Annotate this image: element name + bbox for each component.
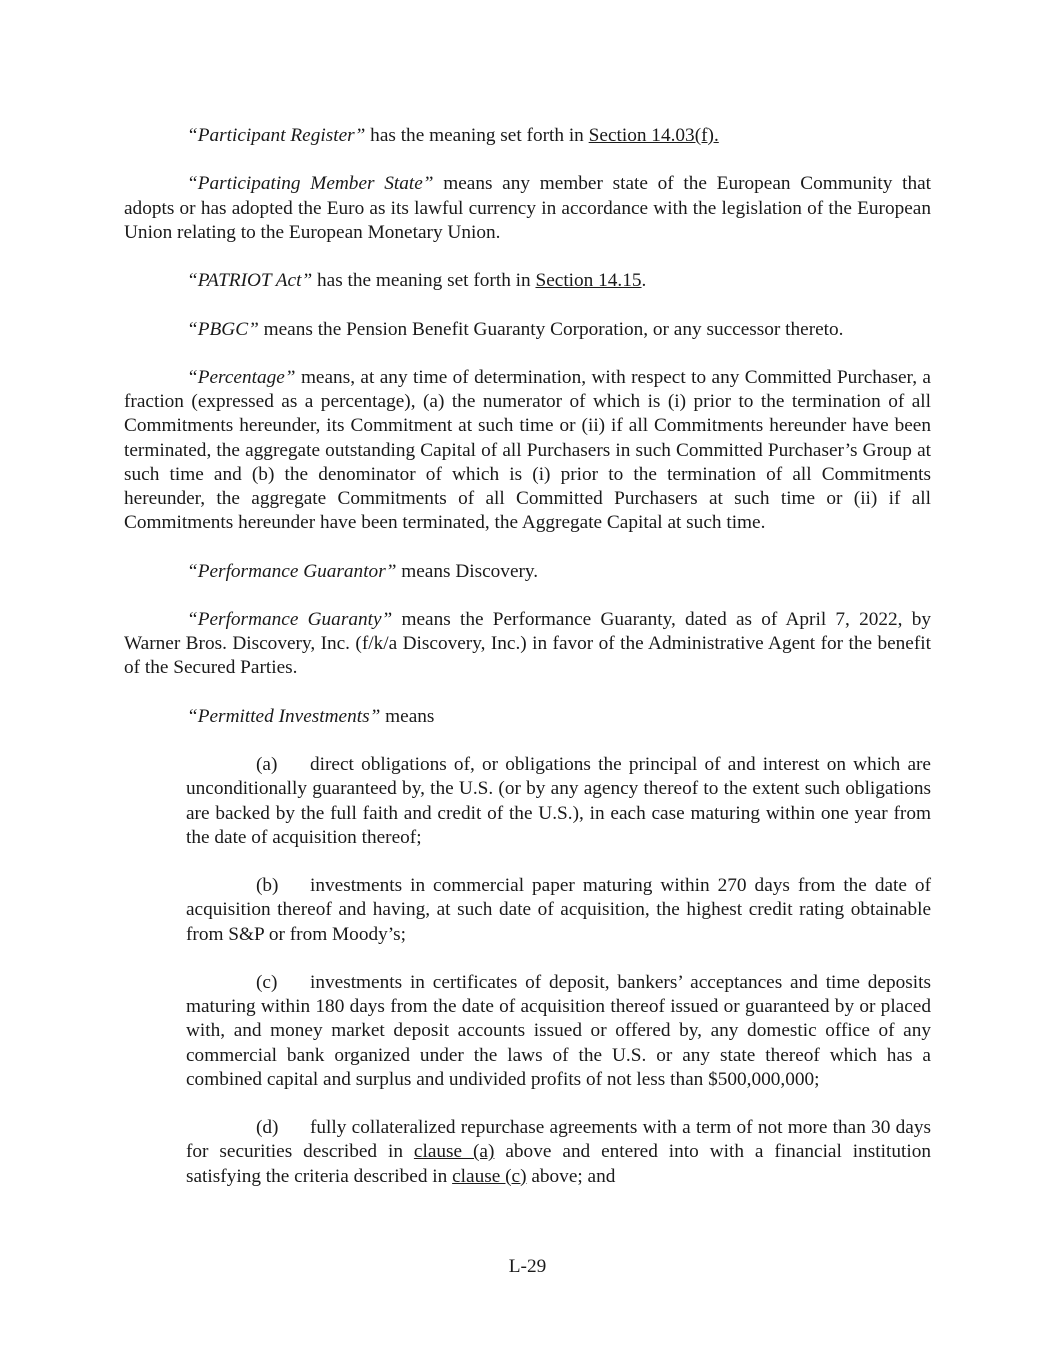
clause-text: investments in commercial paper maturing within 270 days from the date of acquisition thereof and having, at such date of acquisition, the highest credit rating obtainable from S&P or from Moody’s;	[186, 875, 931, 945]
definition-text: means Discovery.	[396, 560, 539, 582]
definition-performance-guarantor	[124, 560, 931, 584]
clause-text: fully collateralized repurchase agreements with a term of not more than 30 days for securities described in	[186, 1117, 931, 1163]
defined-term: “Percentage”	[187, 366, 296, 388]
clause-text: above; and	[526, 1165, 616, 1187]
clause-b	[186, 874, 931, 947]
definition-text: means the Pension Benefit Guaranty Corporation, or any successor thereto.	[258, 318, 844, 340]
clause-label: (c)	[256, 971, 278, 993]
definition-text: means the Performance Guaranty, dated as of April 7, 2022, by Warner Bros. Discovery, Inc. (f/k/a Discovery, Inc.) in favor of the Administrative Agent for the benefit of the Secured Parties.	[124, 608, 931, 679]
definition-percentage	[124, 366, 931, 535]
definition-performance-guaranty	[124, 608, 931, 681]
definition-text: means any member state of the European Community that adopts or has adopted the Euro as its lawful currency in accordance with the legislation of the European Union relating to the European Monetary Union.	[124, 173, 932, 243]
section-reference-link[interactable]: Section 14.03(f).	[588, 125, 719, 146]
clause-label: (b)	[256, 875, 279, 897]
definition-permitted-investments	[124, 705, 931, 729]
defined-term: “Performance Guaranty”	[187, 608, 393, 630]
defined-term: “Participant Register”	[187, 125, 366, 146]
definition-text: means, at any time of determination, with respect to any Committed Purchaser, a fraction (expressed as a percentage), (a) the numerator of which is (i) prior to the termination of all Commitments hereunder, its Commitment at such time or (ii) if all Commitments hereunder have been terminated, the aggregate outstanding Capital of all Purchasers in such Committed Purchaser’s Group at such time and (b) the denominator of which is (i) prior to the termination of all Commitments hereunder, the aggregate Commitments of all Committed Purchasers at such time or (ii) if all Commitments hereunder have been terminated, the Aggregate Capital at such time.	[124, 366, 931, 534]
definition-patriot-act	[124, 269, 931, 293]
clause-d	[186, 1116, 931, 1189]
document-page	[124, 124, 931, 1213]
definition-pbgc	[124, 318, 931, 342]
definition-text: .	[641, 270, 647, 292]
definition-text: has the meaning set forth in	[365, 125, 589, 146]
page-number: L-29	[508, 1256, 547, 1277]
defined-term: “PBGC”	[187, 318, 259, 340]
clause-c	[186, 971, 931, 1092]
clause-reference-link[interactable]: clause (a)	[413, 1141, 495, 1163]
clause-text: direct obligations of, or obligations the principal of and interest on which are unconditionally guaranteed by, the U.S. (or by any agency thereof to the extent such obligations are backed by the full faith and credit of the U.S.), in each case maturing within one year from the date of acquisition thereof;	[186, 754, 931, 848]
clause-text: investments in certificates of deposit, bankers’ acceptances and time deposits maturing within 180 days from the date of acquisition thereof issued or guaranteed by or placed with, and money market deposit accounts issued or offered by, any domestic office of any commercial bank organized under the laws of the U.S. or any state thereof which has a combined capital and surplus and undivided profits of not less than $500,000,000;	[186, 971, 931, 1090]
clause-reference-link[interactable]: clause (c)	[452, 1165, 527, 1187]
definition-participating-member-state	[124, 172, 931, 245]
defined-term: “Permitted Investments”	[187, 705, 381, 727]
clause-label: (a)	[256, 754, 278, 776]
clause-a	[186, 753, 931, 850]
section-reference-link[interactable]: Section 14.15	[535, 270, 642, 292]
defined-term: “PATRIOT Act”	[187, 270, 313, 292]
defined-term: “Participating Member State”	[187, 173, 434, 195]
definition-text: means	[380, 705, 435, 727]
clause-label: (d)	[256, 1117, 279, 1139]
definition-text: has the meaning set forth in	[312, 270, 536, 292]
definition-participant-register	[124, 124, 931, 148]
defined-term: “Performance Guarantor”	[187, 560, 397, 582]
clause-text: above and entered into with a financial institution satisfying the criteria described in	[186, 1141, 931, 1187]
